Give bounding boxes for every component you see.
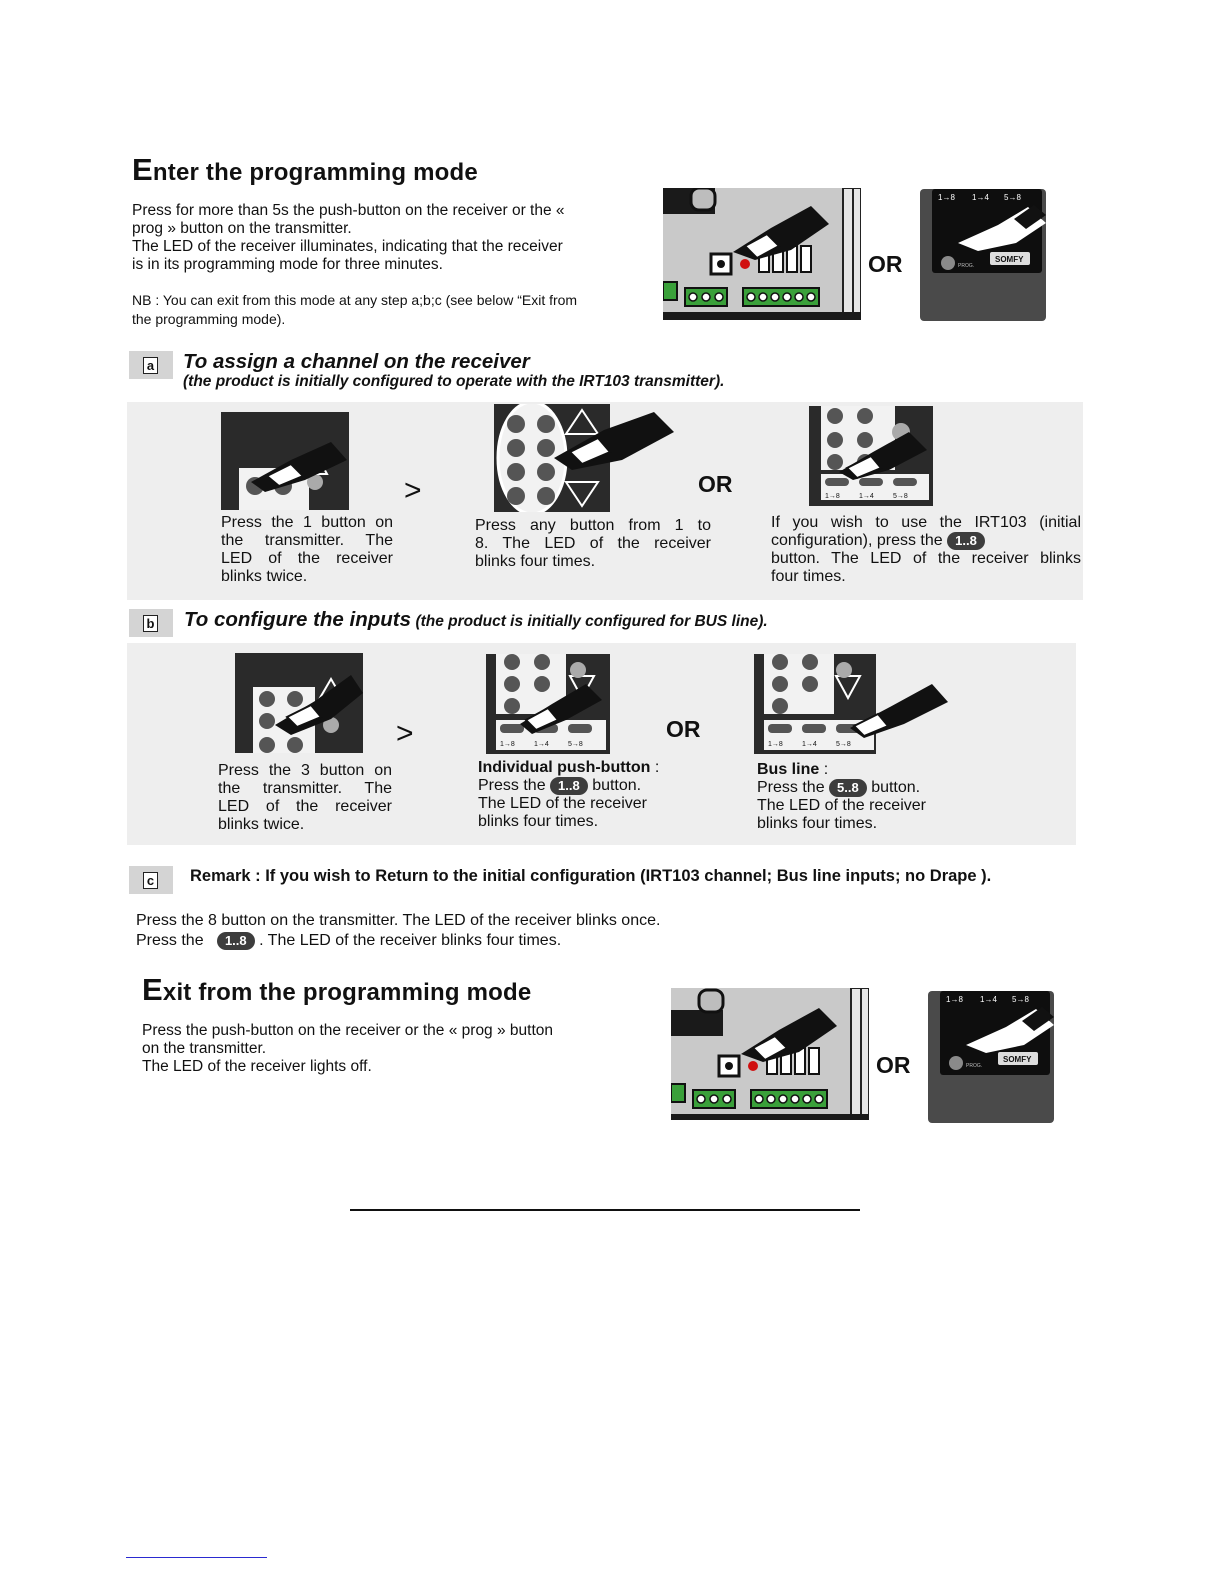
channel-1-8-badge: 1..8	[947, 532, 985, 550]
enter-title: Enter the programming mode	[132, 152, 478, 187]
remote-channel-label: 1→8	[768, 741, 783, 748]
remote-channel-label: 1→4	[980, 995, 997, 1004]
remote-channel-label: 5→8	[568, 741, 583, 748]
remote-channel-label: 1→4	[972, 193, 989, 202]
bus-line-caption: Bus line : Press the 5..8 button. The LED of the receiver blinks four times.	[757, 761, 926, 833]
remote-channel-label: 1→8	[825, 493, 840, 500]
enter-nb-note: NB : You can exit from this mode at any step a;b;c (see below “Exit from the programming mode).	[132, 292, 578, 327]
section-b-letter: b	[143, 615, 158, 632]
receiver-board-illustration	[671, 988, 869, 1120]
remote-channel-label: 5→8	[893, 493, 908, 500]
remote-channel-label: 5→8	[836, 741, 851, 748]
remote-channel-label: 1→8	[500, 741, 515, 748]
exit-title: Exit from the programming mode	[142, 972, 532, 1007]
enter-instructions: Press for more than 5s the push-button on the receiver or the « prog » button on the transmitter. The LED of the receiver illuminates, indicating that the receiver is in its programming mode for three minutes.	[132, 202, 565, 273]
keypad-press-1-illustration	[221, 412, 349, 510]
section-a-title: To assign a channel on the receiver	[183, 350, 530, 373]
section-b-caption-1: Press the 3 button on the transmitter. The LED of the receiver blinks twice.	[218, 762, 392, 833]
remote-channel-label: 1→4	[802, 741, 817, 748]
section-a-caption-2: Press any button from 1 to 8. The LED of the receiver blinks four times.	[475, 517, 711, 570]
keypad-bus-line-illustration	[754, 654, 950, 754]
remote-channel-label: 1→8	[938, 193, 955, 202]
step-arrow: >	[396, 717, 414, 750]
section-a-subtitle: (the product is initially configured to operate with the IRT103 transmitter).	[183, 373, 725, 390]
remote-control-illustration	[918, 189, 1048, 321]
channel-5-8-badge: 5..8	[829, 779, 867, 797]
remote-channel-label: 1→4	[859, 493, 874, 500]
channel-1-8-badge: 1..8	[217, 932, 255, 950]
footnote-rule	[126, 1557, 267, 1558]
keypad-channel-buttons-illustration	[809, 406, 933, 506]
somfy-logo-text: SOMFY	[1003, 1055, 1032, 1064]
keypad-individual-illustration	[486, 654, 610, 754]
keypad-buttons-1-8-illustration	[494, 404, 676, 512]
remote-prog-label: PROG.	[958, 263, 975, 269]
section-c-remark: Remark : If you wish to Return to the initial configuration (IRT103 channel; Bus line inputs; no Drape ).	[190, 867, 992, 885]
or-label: OR	[876, 1052, 911, 1078]
remote-control-illustration	[926, 991, 1056, 1123]
remote-prog-label: PROG.	[966, 1063, 983, 1069]
remote-channel-label: 5→8	[1004, 193, 1021, 202]
or-label: OR	[868, 251, 903, 277]
receiver-board-illustration	[663, 188, 861, 320]
section-c-letter: c	[143, 872, 158, 889]
or-label: OR	[666, 716, 701, 742]
exit-instructions: Press the push-button on the receiver or the « prog » button on the transmitter. The LED of the receiver lights off.	[142, 1022, 554, 1075]
remote-channel-label: 1→8	[946, 995, 963, 1004]
channel-1-8-badge: 1..8	[550, 777, 588, 795]
remote-channel-label: 1→4	[534, 741, 549, 748]
horizontal-divider	[350, 1209, 860, 1211]
step-arrow: >	[404, 474, 422, 507]
section-c-instructions: Press the 8 button on the transmitter. The LED of the receiver blinks once. Press the 1..8 . The LED of the receiver blinks four times.	[136, 912, 661, 950]
section-a-caption-3: If you wish to use the IRT103 (initial configuration), press the 1..8 button. The LED of the receiver blinks four times.	[771, 514, 1081, 586]
section-a-letter: a	[143, 357, 158, 374]
section-b-heading: To configure the inputs (the product is initially configured for BUS line).	[184, 608, 768, 631]
or-label: OR	[698, 471, 733, 497]
somfy-logo-text: SOMFY	[995, 255, 1024, 264]
section-a-caption-1: Press the 1 button on the transmitter. The LED of the receiver blinks twice.	[221, 514, 393, 585]
individual-push-button-caption: Individual push-button : Press the 1..8 button. The LED of the receiver blinks four times.	[478, 759, 660, 831]
remote-channel-label: 5→8	[1012, 995, 1029, 1004]
keypad-press-3-illustration	[235, 653, 363, 753]
